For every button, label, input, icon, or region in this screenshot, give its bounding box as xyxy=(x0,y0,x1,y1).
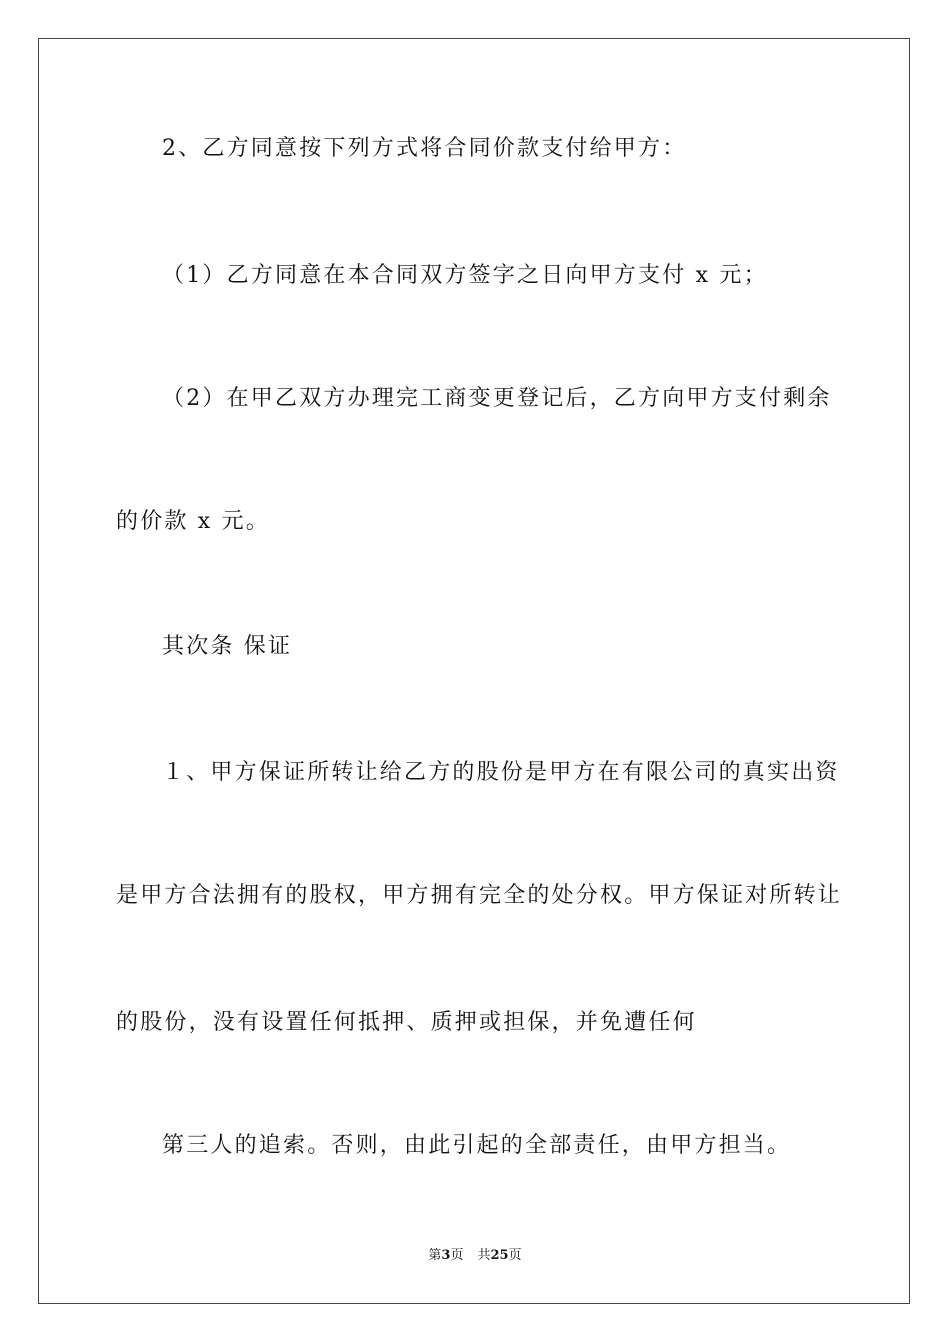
paragraph-line-7: 是甲方合法拥有的股权，甲方拥有完全的处分权。甲方保证对所转让 xyxy=(116,883,843,908)
total-label-prefix: 共 xyxy=(477,1248,491,1263)
paragraph-line-3: （2）在甲乙双方办理完工商变更登记后，乙方向甲方支付剩余 xyxy=(162,386,832,411)
section-heading: 其次条 保证 xyxy=(162,634,293,659)
page-border xyxy=(38,38,910,1304)
page-label-suffix: 页 xyxy=(450,1248,464,1263)
page-number: 3 xyxy=(441,1248,451,1263)
paragraph-line-8: 的股份，没有设置任何抵押、质押或担保，并免遭任何 xyxy=(116,1010,697,1035)
paragraph-line-9: 第三人的追索。否则，由此引起的全部责任，由甲方担当。 xyxy=(162,1133,792,1158)
page-label-prefix: 第 xyxy=(428,1248,442,1263)
paragraph-line-6: １、甲方保证所转让给乙方的股份是甲方在有限公司的真实出资 xyxy=(162,760,840,785)
paragraph-line-2: （1）乙方同意在本合同双方签字之日向甲方支付 x 元； xyxy=(162,263,768,288)
total-label-suffix: 页 xyxy=(508,1248,522,1263)
total-pages: 25 xyxy=(490,1248,509,1263)
paragraph-line-4: 的价款 x 元。 xyxy=(116,509,270,534)
page-footer xyxy=(0,1247,950,1265)
paragraph-line-1: 2、乙方同意按下列方式将合同价款支付给甲方： xyxy=(162,136,687,161)
